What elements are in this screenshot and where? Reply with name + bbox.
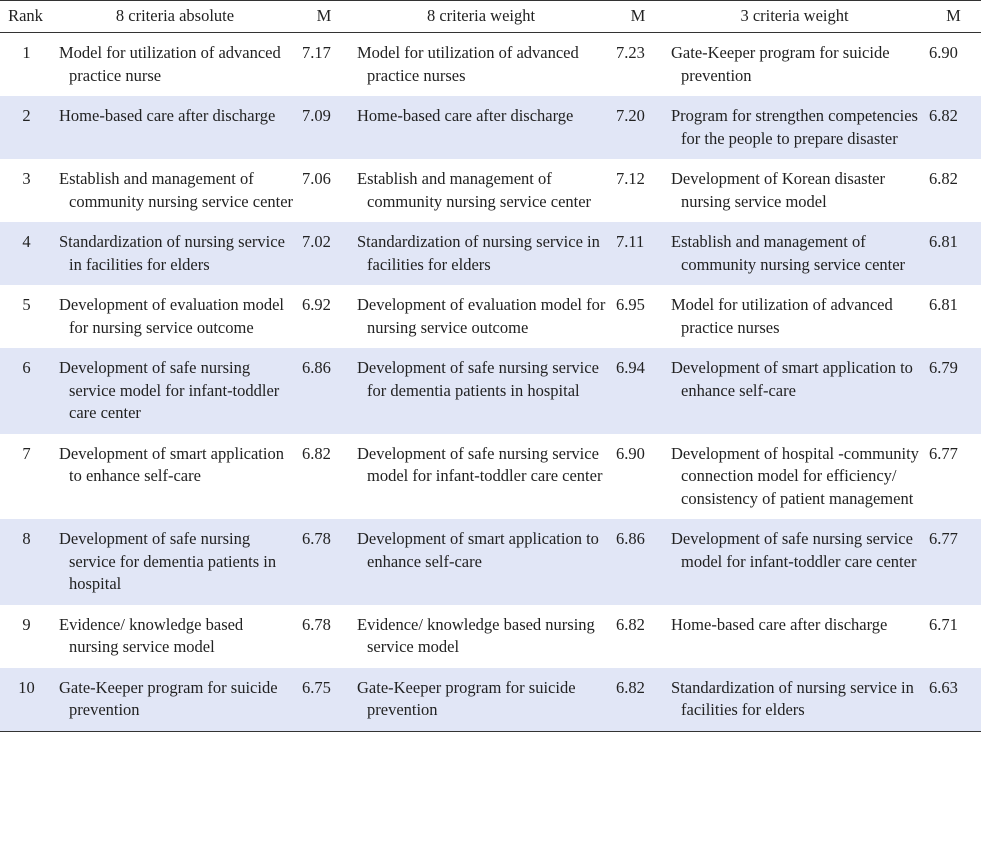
criteria-absolute-cell [51, 96, 299, 159]
mean-cell: 6.90 [929, 43, 958, 62]
cell-text: Development of evaluation model for nursing service outcome [59, 295, 284, 337]
cell-text: Establish and management of community nursing service center [671, 232, 906, 274]
cell-text: Standardization of nursing service in facilities for elders [59, 232, 285, 274]
mean-cell: 6.78 [299, 519, 349, 605]
mean-cell: 6.63 [926, 668, 981, 732]
criteria-weight-3-cell [663, 668, 926, 732]
mean-cell: 6.82 [613, 668, 663, 732]
rank-cell: 2 [0, 96, 51, 159]
criteria-weight-3-cell [663, 519, 926, 605]
criteria-weight-8-cell [349, 434, 613, 520]
mean-cell: 6.86 [299, 348, 349, 434]
header-mean: M [299, 1, 349, 33]
criteria-absolute-cell [51, 668, 299, 732]
criteria-absolute-cell [51, 159, 299, 222]
cell-text: Development of safe nursing service for dementia patients in hospital [357, 358, 599, 400]
header-mean: M [613, 1, 663, 33]
cell-text: Standardization of nursing service in facilities for elders [357, 232, 600, 274]
mean-cell: 7.11 [613, 222, 663, 285]
mean-cell: 6.77 [929, 443, 958, 463]
criteria-weight-8-cell [349, 348, 613, 434]
cell-text: Model for utilization of advanced practice nurses [671, 295, 893, 337]
cell-text: Development of safe nursing service model for infant-toddler care center [59, 358, 280, 422]
table-row [0, 434, 981, 520]
header-rank: Rank [0, 1, 51, 33]
criteria-weight-8-cell [349, 33, 613, 97]
table-row [0, 159, 981, 222]
mean-cell: 6.78 [302, 614, 331, 634]
cell-text: Gate-Keeper program for suicide prevention [357, 677, 576, 719]
rank-cell: 9 [22, 614, 31, 634]
mean-cell: 6.86 [613, 519, 663, 605]
criteria-weight-8-cell [349, 285, 613, 348]
criteria-weight-3-cell [663, 434, 926, 520]
criteria-weight-8-cell [349, 159, 613, 222]
header-8-criteria-absolute: 8 criteria absolute [51, 1, 299, 33]
table-row [0, 285, 981, 348]
criteria-absolute-cell [51, 33, 299, 97]
cell-text: Development of smart application to enhance self-care [357, 529, 599, 571]
mean-cell: 6.95 [616, 295, 645, 314]
header-row [0, 1, 981, 33]
cell-text: Home-based care after discharge [671, 614, 888, 634]
cell-text: Gate-Keeper program for suicide prevention [59, 677, 278, 719]
cell-text: Development of smart application to enhance self-care [671, 358, 913, 400]
criteria-weight-3-cell [663, 159, 926, 222]
mean-cell: 7.20 [613, 96, 663, 159]
cell-text: Standardization of nursing service in facilities for elders [671, 677, 914, 719]
header-3-criteria-weight: 3 criteria weight [663, 1, 926, 33]
criteria-absolute-cell [51, 434, 299, 520]
cell-text: Establish and management of community nursing service center [357, 169, 592, 211]
rank-cell: 7 [22, 443, 31, 463]
cell-text: Development of safe nursing service model for infant-toddler care center [357, 443, 603, 485]
header-8-criteria-weight: 8 criteria weight [349, 1, 613, 33]
mean-cell: 6.94 [613, 348, 663, 434]
cell-text: Establish and management of community nursing service center [59, 169, 294, 211]
mean-cell: 7.23 [616, 43, 645, 62]
mean-cell: 6.82 [929, 169, 958, 188]
table-row [0, 96, 981, 159]
header-mean: M [926, 1, 981, 33]
table-row [0, 519, 981, 605]
cell-text: Gate-Keeper program for suicide prevention [671, 43, 890, 85]
rank-cell: 1 [22, 43, 31, 62]
cell-text: Development of safe nursing service for dementia patients in hospital [59, 529, 277, 593]
rank-cell: 10 [0, 668, 51, 732]
mean-cell: 6.82 [926, 96, 981, 159]
cell-text: Home-based care after discharge [59, 106, 276, 125]
cell-text: Home-based care after discharge [357, 106, 574, 125]
criteria-absolute-cell [51, 605, 299, 668]
cell-text: Development of safe nursing service model for infant-toddler care center [671, 529, 917, 571]
mean-cell: 7.09 [299, 96, 349, 159]
criteria-weight-3-cell [663, 33, 926, 97]
cell-text: Development of Korean disaster nursing service model [671, 169, 885, 211]
cell-text: Development of hospital -community connection model for efficiency/ consistency of patient management [671, 443, 919, 508]
mean-cell: 6.77 [926, 519, 981, 605]
criteria-weight-3-cell [663, 285, 926, 348]
criteria-weight-3-cell [663, 96, 926, 159]
mean-cell: 7.12 [616, 169, 645, 188]
mean-cell: 6.82 [616, 614, 645, 634]
criteria-weight-8-cell [349, 222, 613, 285]
mean-cell: 6.92 [302, 295, 331, 314]
criteria-weight-3-cell [663, 348, 926, 434]
mean-cell: 7.17 [302, 43, 331, 62]
mean-cell: 7.06 [302, 169, 331, 188]
rank-cell: 6 [0, 348, 51, 434]
criteria-absolute-cell [51, 519, 299, 605]
mean-cell: 6.75 [299, 668, 349, 732]
criteria-weight-8-cell [349, 605, 613, 668]
cell-text: Development of evaluation model for nursing service outcome [357, 295, 606, 337]
criteria-weight-3-cell [663, 605, 926, 668]
cell-text: Program for strengthen competencies for the people to prepare disaster [671, 106, 918, 148]
table-row [0, 348, 981, 434]
mean-cell: 6.79 [926, 348, 981, 434]
criteria-absolute-cell [51, 348, 299, 434]
rank-cell: 4 [0, 222, 51, 285]
cell-text: Model for utilization of advanced practice nurses [357, 43, 579, 85]
mean-cell: 6.90 [616, 443, 645, 463]
cell-text: Model for utilization of advanced practice nurse [59, 43, 281, 85]
table-row [0, 668, 981, 732]
criteria-absolute-cell [51, 285, 299, 348]
cell-text: Evidence/ knowledge based nursing service model [357, 614, 595, 656]
table-row [0, 605, 981, 668]
cell-text: Evidence/ knowledge based nursing service model [59, 614, 244, 656]
criteria-weight-3-cell [663, 222, 926, 285]
table-row [0, 222, 981, 285]
criteria-weight-8-cell [349, 519, 613, 605]
criteria-weight-8-cell [349, 668, 613, 732]
mean-cell: 6.71 [929, 614, 958, 634]
mean-cell: 7.02 [299, 222, 349, 285]
criteria-weight-8-cell [349, 96, 613, 159]
rank-cell: 8 [0, 519, 51, 605]
rank-cell: 3 [22, 169, 31, 188]
mean-cell: 6.81 [926, 222, 981, 285]
criteria-absolute-cell [51, 222, 299, 285]
rank-cell: 5 [22, 295, 31, 314]
cell-text: Development of smart application to enhance self-care [59, 443, 284, 485]
mean-cell: 6.82 [302, 443, 331, 463]
table-row [0, 33, 981, 97]
mean-cell: 6.81 [929, 295, 958, 314]
